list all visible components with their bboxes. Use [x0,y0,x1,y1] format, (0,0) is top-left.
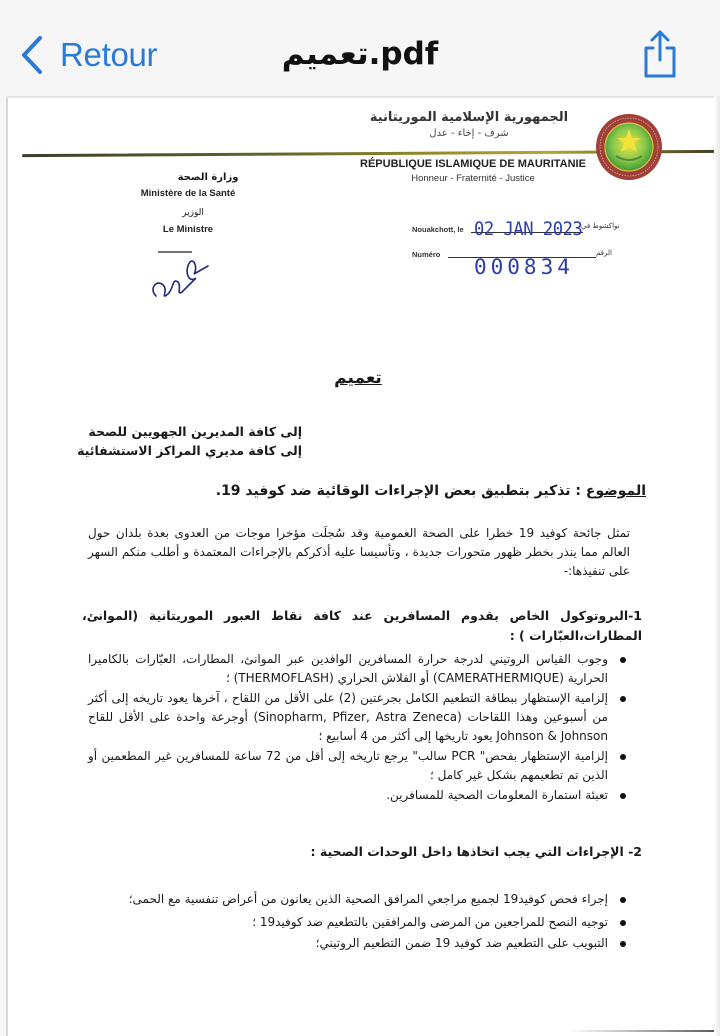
ministry-name-fr: Ministère de la Santé [140,188,236,199]
pdf-page[interactable] [6,96,720,1036]
mauritania-seal-icon [594,112,664,182]
back-label: Retour [60,36,158,73]
recipient-line: إلى كافة مديري المراكز الاستشفائية [77,443,302,458]
list-item-text: توجيه النصح للمراجعين من المرضى والمرافقين بالتطعيم ضد كوفيد19 ؛ [252,915,608,929]
bullet-list [88,650,630,806]
bullet-list [88,890,630,955]
list-item-text: تعبئة استمارة المعلومات الصحية للمسافرين. [386,788,608,802]
list-item [88,786,630,805]
motto-fr: Honneur - Fraternité - Justice [411,173,535,184]
number-stamp: 000834 [474,255,574,279]
bullet-icon [620,696,626,702]
list-item [88,913,630,932]
circular-title: تعميم [334,368,382,388]
list-item [88,689,630,746]
date-label-ar: نواكشوط في [581,222,620,230]
republic-name-ar: الجمهورية الإسلامية الموريتانية [369,110,569,125]
subject-text: : تذكير بتطبيق بعض الإجراءات الوقائية ضد كوفيد 19. [215,483,586,499]
list-item [88,934,630,953]
page-edge [714,96,720,1036]
intro-paragraph: تمثل جائحة كوفيد 19 خطرا على الصحة العمومية وقد سُجلَت مؤخرا موجات من العدوى بعدة بلدان حول العالم مما ينذر بخطر ظهور متحورات جديدة ، وتأسيسا عليه أذكركم بالإجراءات المعتمدة و أطلب منكم السهر على تنفيذها:- [88,526,631,578]
list-item [88,890,630,909]
list-item-text: التبويب على التطعيم ضد كوفيد 19 ضمن التطعيم الروتيني؛ [315,936,608,950]
subject-line [216,483,646,499]
list-item-text: وجوب القياس الروتيني لدرجة حرارة المسافرين الوافدين عبر الموانئ، المطارات، العبّارات بالكاميرا الحرارية (CAMERATHERMIQUE) أو الفلاش الحراري (THERMOFLASH) ؛ [88,652,608,685]
page-edge-shadow [568,1030,720,1032]
date-stamp: 02 JAN 2023 [474,218,583,240]
date-label: Nouakchott, le [412,225,464,234]
republic-name-fr: RÉPUBLIQUE ISLAMIQUE DE MAURITANIE [360,158,586,170]
bullet-icon [620,793,626,799]
section-heading: 1-البروتوكول الخاص بقدوم المسافرين عند كافة نقاط العبور الموريتانية (الموانئ، المطارات،العبّارات ) : [82,608,642,643]
minister-title-ar: الوزير [182,208,204,218]
bullet-icon [620,941,626,947]
ministry-name-ar: وزارة الصحة [177,172,239,183]
document-title: تعميم.pdf [281,36,439,72]
bullet-icon [620,754,626,760]
bullet-icon [620,920,626,926]
motto-ar: شرف - إخاء - عدل [429,128,509,139]
list-item-text: إلزامية الإستظهار ببطاقة التطعيم الكامل بجرعتين (2) على الأقل من اللقاح ، آخرها يعود تاريخه إلى أكثر من أسبوعين وهذا اللقاحات (Sinopharm, Pfizer, Astra Zeneca) أوجرعة واحدة على الأقل للقاح Johnson & Johnson يعود تاريخها إلى أكثر من 4 أسابيع ؛ [88,691,608,743]
minister-title-fr: Le Ministre [162,224,214,235]
list-item-text: إجراء فحص كوفيد19 لجميع مراجعي المرافق الصحية الذين يعانون من أعراض تنفسية مع الحمى؛ [128,892,608,906]
list-item [88,747,630,785]
navigation-bar [0,0,720,96]
list-item [88,650,630,688]
bullet-icon [620,657,626,663]
subject-label: الموضوع [585,483,646,499]
number-label: Numéro [412,250,441,259]
bullet-icon [620,897,626,903]
recipient-line: إلى كافة المديرين الجهويين للصحة [88,424,302,439]
number-label-ar: الرقم [596,249,612,257]
signature-image [138,248,218,308]
share-icon[interactable] [640,28,680,80]
list-item-text: إلزامية الإستظهار بفحص" PCR سالب" يرجع تاريخه إلى أقل من 72 ساعة للمسافرين غير المطعمين أو الذين تم تطعيمهم بشكل غير كامل ؛ [88,749,608,782]
section-heading: 2- الإجراءات التي يجب اتخاذها داخل الوحدات الصحية : [310,844,642,859]
